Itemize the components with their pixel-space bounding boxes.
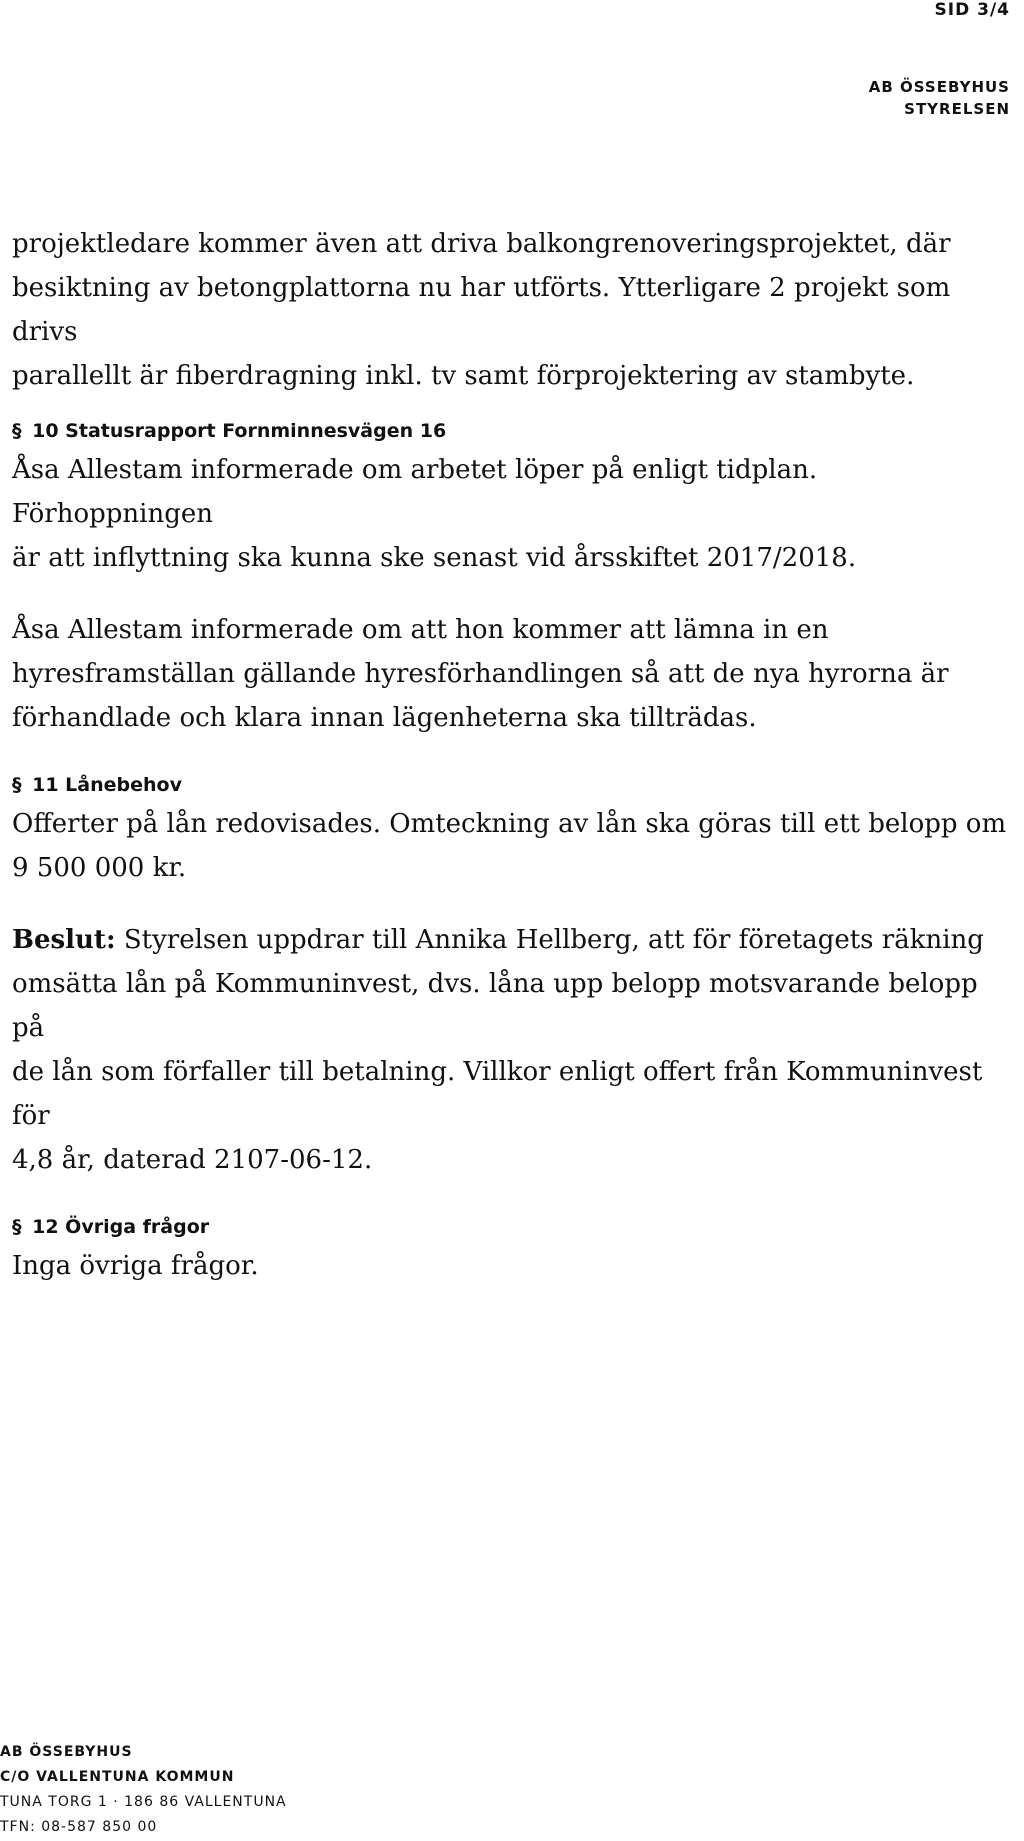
paragraph-line: är att inflyttning ska kunna ske senast vid årsskiftet 2017/2018. xyxy=(12,543,857,573)
section-12 xyxy=(12,1210,1017,1288)
decision-text: Styrelsen uppdrar till Annika Hellberg, att för företagets räkning xyxy=(123,925,984,955)
section-title: 11 Lånebehov xyxy=(32,774,182,796)
company-name: AB ÖSSEBYHUS xyxy=(868,78,1010,96)
footer-care-of: C/O VALLENTUNA KOMMUN xyxy=(0,1769,235,1785)
footer-company: AB ÖSSEBYHUS xyxy=(0,1744,133,1760)
paragraph-line: Åsa Allestam informerade om arbetet löper på enligt tidplan. Förhoppningen xyxy=(12,455,818,529)
footer-phone: TFN: 08-587 850 00 xyxy=(0,1819,158,1835)
page-number: SID 3/4 xyxy=(934,0,1010,20)
paragraph-line: omsätta lån på Kommuninvest, dvs. låna upp belopp motsvarande belopp på xyxy=(12,969,978,1043)
section-heading xyxy=(12,1210,1017,1244)
paragraph-line: Åsa Allestam informerade om att hon kommer att lämna in en xyxy=(12,615,829,645)
footer-street: TUNA TORG 1 · 186 86 VALLENTUNA xyxy=(0,1794,287,1810)
paragraph-line: Inga övriga frågor. xyxy=(12,1251,259,1281)
decision-line xyxy=(12,918,1017,962)
document-body xyxy=(12,222,1017,1288)
board-label: STYRELSEN xyxy=(904,100,1010,118)
footer-address xyxy=(0,1740,287,1840)
section-sign: § xyxy=(12,1216,22,1238)
paragraph-line: projektledare kommer även att driva balkongrenoveringsprojektet, där xyxy=(12,229,951,259)
paragraph-line: 9 500 000 kr. xyxy=(12,853,187,883)
section-title: 10 Statusrapport Fornminnesvägen 16 xyxy=(32,420,447,442)
paragraph-line: hyresframställan gällande hyresförhandlingen så att de nya hyrorna är xyxy=(12,659,949,689)
header-company xyxy=(869,76,1010,120)
section-sign: § xyxy=(12,774,22,796)
paragraph-line: parallellt är fiberdragning inkl. tv samt förprojektering av stambyte. xyxy=(12,361,915,391)
paragraph-line: förhandlade och klara innan lägenheterna ska tillträdas. xyxy=(12,703,757,733)
section-heading xyxy=(12,768,1017,802)
decision-label: Beslut: xyxy=(12,925,116,955)
intro-paragraph xyxy=(12,222,1017,398)
paragraph-line: Offerter på lån redovisades. Omteckning av lån ska göras till ett belopp om xyxy=(12,809,1007,839)
paragraph-line: de lån som förfaller till betalning. Villkor enligt offert från Kommuninvest för xyxy=(12,1057,983,1131)
section-sign: § xyxy=(12,420,22,442)
section-11 xyxy=(12,768,1017,1182)
section-heading xyxy=(12,414,1017,448)
paragraph-line: 4,8 år, daterad 2107-06-12. xyxy=(12,1145,373,1175)
section-title: 12 Övriga frågor xyxy=(32,1216,210,1238)
paragraph-line: besiktning av betongplattorna nu har utförts. Ytterligare 2 projekt som drivs xyxy=(12,273,951,347)
section-10 xyxy=(12,414,1017,740)
